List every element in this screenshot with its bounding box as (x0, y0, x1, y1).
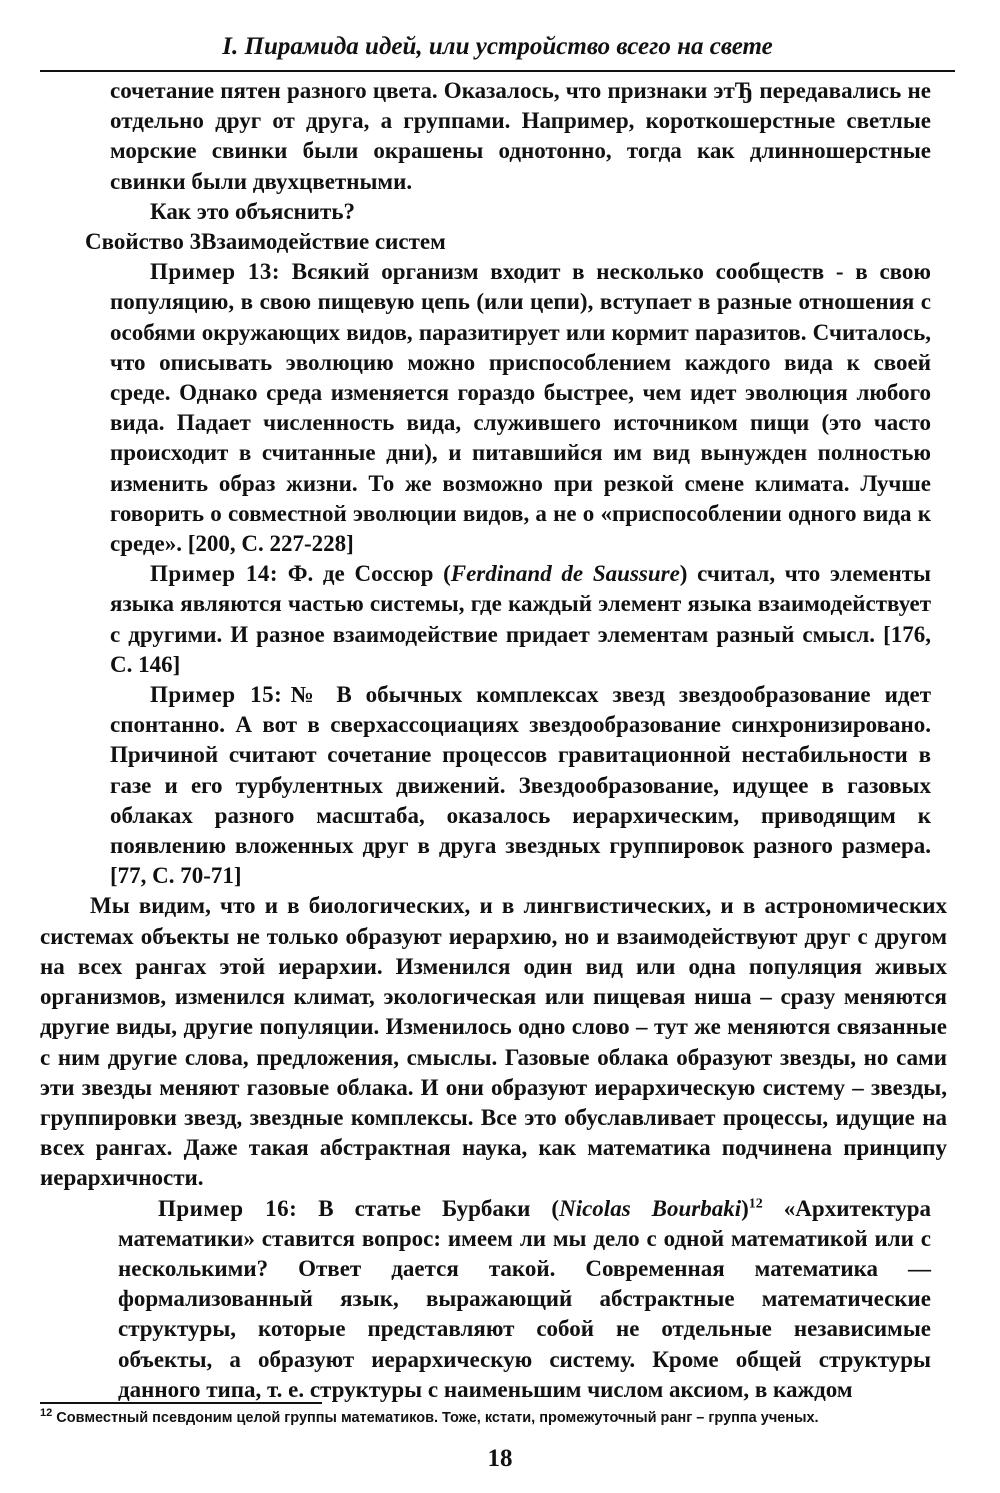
example-14-text-after: ) считал, что элементы языка являются частью системы, где каждый элемент языка взаимодействует с другими. И разное взаимодействие придает элементам разный смысл. [176, С. 146] (110, 561, 931, 677)
page-number: 18 (487, 1445, 513, 1472)
example-16-name: Nicolas Bourbaki (559, 1195, 742, 1221)
continued-paragraph: сочетание пятен разного цвета. Оказалось, что признаки этЂ передавались не отдельно друг от друга, а группами. Например, короткошерстные светлые морские свинки были окрашены однотонно, тогда как длинношерстные свинки были двухцветными. (110, 78, 931, 194)
footnote-number: 12 (40, 1407, 53, 1420)
body-text (40, 76, 955, 1405)
example-14-name: Ferdinand de Saussure (450, 561, 680, 587)
example-14 (40, 559, 955, 680)
example-15-text: В обычных комплексах звезд звездообразование идет спонтанно. А вот в сверхассоциациях звездообразование синхронизировано. Причиной считают сочетание процессов гравитационной нестабильности в газе и его турбулентных движений. Звездообразование, идущее в газовых облаках разного масштаба, оказалось иерархическим, приводящим к появлению вложенных друг в друга звездных группировок разного размера. [77, С. 70-71] (110, 682, 932, 889)
example-13-text: Всякий организм входит в несколько сообществ - в свою популяцию, в свою пищевую цепь (или цепи), вступает в разные отношения с особями окружающих видов, паразитирует или кормит паразитов. Считалось, что описывать эволюцию можно приспособлением каждого вида к своей среде. Однако среда изменяется гораздо быстрее, чем идет эволюция любого вида. Падает численность вида, служившего источником пищи (это часто происходит в считанные дни), и питавшийся им вид вынужден полностью изменить образ жизни. То же возможно при резкой смене климата. Лучше говорить о совместной эволюции видов, а не о «приспособлении одного вида к среде». [200, С. 227-228] (110, 259, 932, 557)
example-14-label: Пример 14: (150, 561, 278, 587)
question-line: Как это объяснить? (150, 198, 356, 224)
example-13-label: Пример 13: (150, 259, 280, 285)
example-14-text-before: Ф. де Соссюр ( (287, 561, 451, 587)
example-16 (40, 1194, 955, 1405)
example-16-text-mid: ) (741, 1195, 749, 1221)
header-rule (40, 70, 955, 72)
example-16-label: Пример 16: (158, 1195, 298, 1221)
footnote (40, 1407, 955, 1429)
example-16-text-before: В статье Бурбаки ( (318, 1195, 560, 1221)
running-header: I. Пирамида идей, или устройство всего на свете (222, 33, 773, 60)
example-15 (40, 680, 955, 891)
main-paragraph: Мы видим, что и в биологических, и в лингвистических, и в астрономических системах объекты не только образуют иерархию, но и взаимодействуют друг с другом на всех рангах этой иерархии. Изменился один вид или одна популяция живых организмов, изменился климат, экологическая или пищевая ниша – сразу меняются другие виды, другие популяции. Изменилось одно слово – тут же меняются связанные с ним другие слова, предложения, смыслы. Газовые облака образуют звезды, но сами эти звезды меняют газовые облака. И они образуют иерархическую систему – звезды, группировки звезд, звездные комплексы. Все это обуславливает процессы, идущие на всех рангах. Даже такая абстрактная наука, как математика подчинена принципу иерархичности. (40, 893, 947, 1191)
example-13 (40, 257, 955, 559)
footnote-text: Совместный псевдоним целой группы математиков. Тоже, кстати, промежуточный ранг – группа ученых. (52, 1410, 819, 1426)
example-16-text-after: «Архитектура математики» ставится вопрос: имеем ли мы дело с одной математикой или с несколькими? Ответ дается такой. Современная математика — формализованный язык, выражающий абстрактные математические структуры, которые представляют собой не отдельные независимые объекты, а образуют иерархическую систему. Кроме общей структуры данного типа, т. е. структуры с наименьшим числом аксиом, в каждом (118, 1195, 931, 1402)
footnote-rule (40, 1402, 322, 1404)
property-heading: Свойство 3Взаимодействие систем (85, 229, 446, 255)
example-15-label: Пример 15:№ (150, 682, 323, 708)
footnote-ref[interactable]: 12 (748, 1195, 763, 1211)
